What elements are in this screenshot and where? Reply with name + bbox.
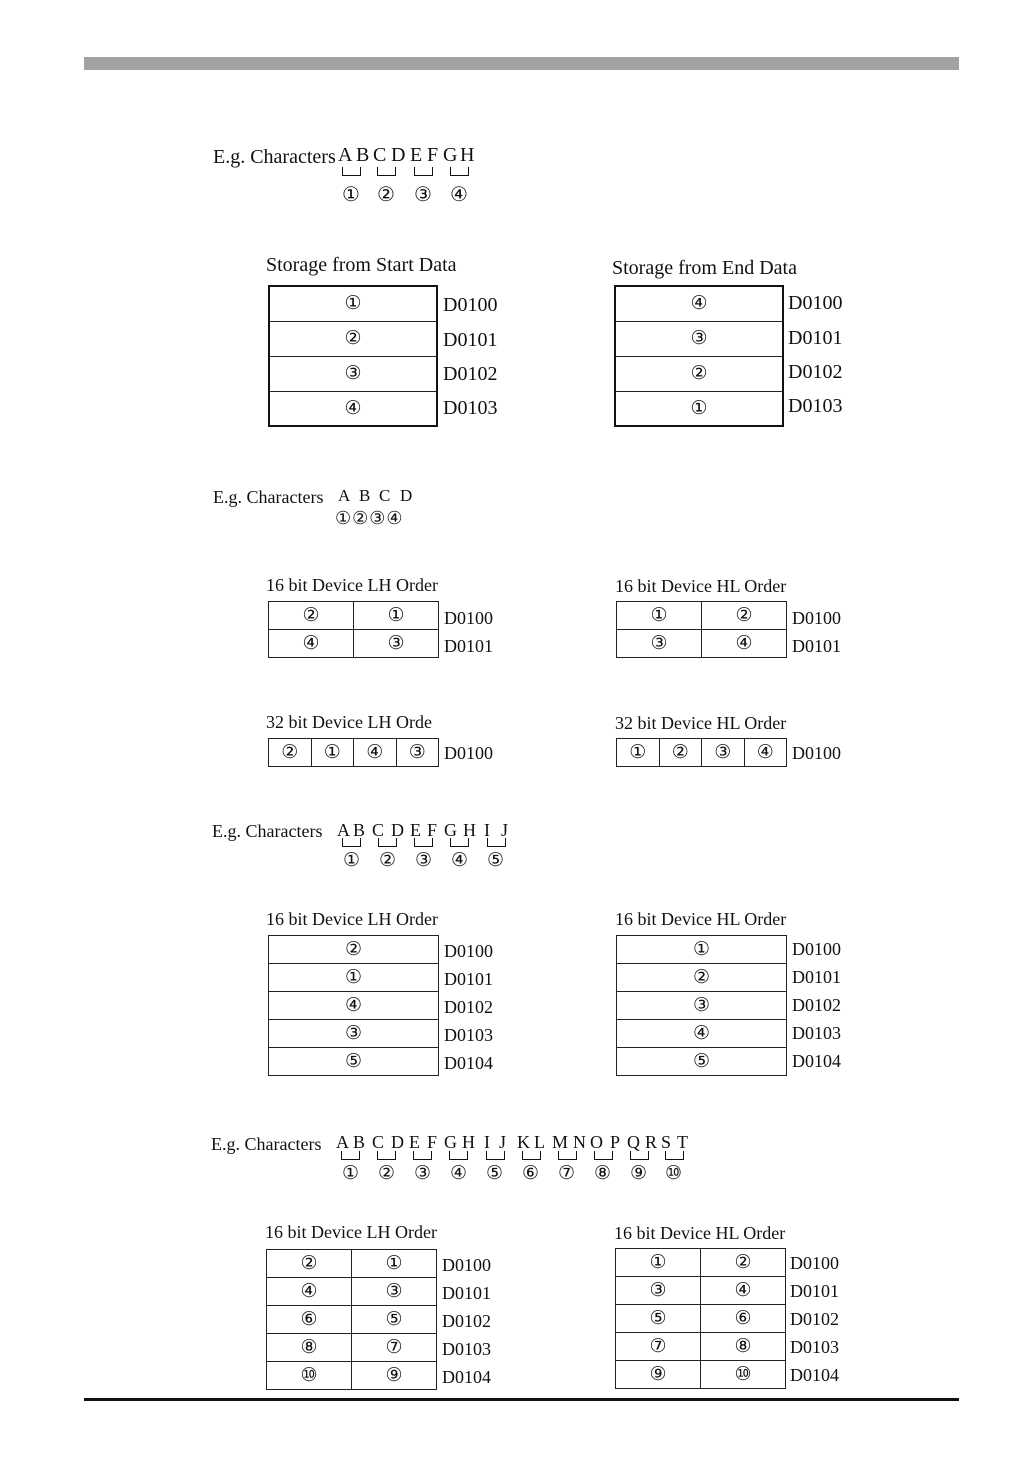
char: P (610, 1132, 621, 1152)
char: B (356, 144, 370, 166)
register-label: D0102 (444, 997, 493, 1017)
char: H (462, 1132, 475, 1152)
storage-end-title: Storage from End Data (612, 257, 797, 279)
table-cell: ② (615, 356, 783, 391)
table-cell: ① (617, 602, 702, 630)
table-cell: ② (659, 739, 702, 767)
table-cell: ⑩ (701, 1361, 786, 1389)
register-label: D0101 (790, 1281, 839, 1301)
register-label: D0104 (792, 1051, 841, 1071)
table-cell: ① (269, 286, 437, 321)
char: D (391, 820, 404, 840)
storage-end-table (614, 285, 784, 427)
table-cell: ④ (744, 739, 787, 767)
table-cell: ② (702, 602, 787, 630)
group-number: ① (342, 184, 360, 206)
hl16-title: 16 bit Device HL Order (615, 909, 787, 929)
group-bracket (377, 1151, 396, 1160)
table-cell: ③ (616, 1277, 701, 1305)
char: D (391, 1132, 404, 1152)
lh16-title: 16 bit Device LH Order (266, 575, 438, 595)
register-label: D0100 (443, 294, 498, 316)
char: A (338, 144, 353, 166)
table-cell: ④ (354, 739, 397, 767)
register-label: D0103 (788, 395, 843, 417)
table-cell: ① (311, 739, 354, 767)
table-cell: ① (354, 602, 439, 630)
group-number: ⑤ (487, 850, 505, 871)
group-number: ④ (450, 1163, 468, 1184)
register-label: D0104 (444, 1053, 493, 1073)
lh16-table (268, 601, 439, 658)
register-label: D0100 (444, 941, 493, 961)
hl32-table (616, 738, 787, 767)
char: J (499, 1132, 507, 1152)
table-cell: ⑩ (267, 1362, 352, 1390)
lh16-title: 16 bit Device LH Order (265, 1222, 437, 1242)
group-number: ⑧ (594, 1163, 612, 1184)
group-bracket (450, 838, 469, 847)
char: B (353, 1132, 366, 1152)
storage-start-title: Storage from Start Data (266, 254, 457, 276)
table-cell: ④ (269, 391, 437, 426)
table-cell: ② (617, 964, 787, 992)
table-cell: ② (269, 739, 312, 767)
register-label: D0102 (790, 1309, 839, 1329)
register-label: D0102 (442, 1311, 491, 1331)
register-label: D0100 (442, 1255, 491, 1275)
hl16-table (616, 935, 787, 1076)
group-bracket (450, 167, 469, 176)
group-number: ④ (450, 184, 468, 206)
table-cell: ① (269, 964, 439, 992)
table-cell: ④ (269, 992, 439, 1020)
hl16-table (616, 601, 787, 658)
group-bracket (449, 1151, 468, 1160)
header-bar (84, 57, 959, 70)
table-cell: ⑦ (352, 1334, 437, 1362)
group-bracket (342, 167, 361, 176)
group-bracket (414, 167, 433, 176)
table-cell: ③ (702, 739, 745, 767)
char: A (337, 820, 350, 840)
storage-start-table (268, 285, 438, 427)
table-cell: ④ (615, 286, 783, 321)
table-cell: ⑨ (616, 1361, 701, 1389)
example1-label: E.g. Characters (213, 146, 336, 168)
table-cell: ③ (617, 992, 787, 1020)
register-label: D0102 (443, 363, 498, 385)
char: C (373, 144, 387, 166)
register-label: D0100 (444, 743, 493, 763)
register-label: D0103 (442, 1339, 491, 1359)
table-cell: ② (701, 1249, 786, 1277)
register-label: D0100 (792, 743, 841, 763)
hl32-title: 32 bit Device HL Order (615, 713, 787, 733)
group-number: ③ (414, 1163, 432, 1184)
group-bracket (377, 167, 396, 176)
table-cell: ⑤ (617, 1048, 787, 1076)
example4-label: E.g. Characters (211, 1134, 322, 1154)
register-label: D0101 (443, 329, 498, 351)
register-label: D0104 (790, 1365, 839, 1385)
char: F (427, 144, 439, 166)
table-cell: ④ (269, 630, 354, 658)
char: E (410, 144, 423, 166)
table-cell: ⑤ (269, 1048, 439, 1076)
table-cell: ③ (617, 630, 702, 658)
table-cell: ④ (617, 1020, 787, 1048)
group-bracket (341, 1151, 360, 1160)
table-cell: ② (267, 1250, 352, 1278)
example2-marks: ①②③④ (335, 508, 404, 528)
char: D (400, 486, 413, 505)
char: L (534, 1132, 545, 1152)
group-bracket (522, 1151, 541, 1160)
group-bracket (594, 1151, 613, 1160)
group-number: ② (379, 850, 397, 871)
group-number: ⑤ (486, 1163, 504, 1184)
hl16-title: 16 bit Device HL Order (614, 1223, 786, 1243)
register-label: D0102 (788, 361, 843, 383)
register-label: D0103 (790, 1337, 839, 1357)
char: C (379, 486, 391, 505)
table-cell: ② (269, 321, 437, 356)
hl16-title: 16 bit Device HL Order (615, 576, 787, 596)
char: H (463, 820, 476, 840)
group-bracket (486, 1151, 505, 1160)
group-bracket (413, 1151, 432, 1160)
table-cell: ⑥ (701, 1305, 786, 1333)
table-cell: ① (352, 1250, 437, 1278)
group-number: ⑥ (522, 1163, 540, 1184)
group-number: ② (377, 184, 395, 206)
char: B (353, 820, 366, 840)
table-cell: ④ (701, 1277, 786, 1305)
table-cell: ⑥ (267, 1306, 352, 1334)
table-cell: ③ (352, 1278, 437, 1306)
table-cell: ⑧ (267, 1334, 352, 1362)
char: A (338, 486, 351, 505)
example3-label: E.g. Characters (212, 821, 323, 841)
table-cell: ④ (702, 630, 787, 658)
table-cell: ① (617, 739, 660, 767)
char: B (359, 486, 371, 505)
register-label: D0103 (443, 397, 498, 419)
lh16-table (266, 1249, 437, 1390)
char: G (444, 820, 457, 840)
register-label: D0103 (792, 1023, 841, 1043)
table-cell: ⑤ (616, 1305, 701, 1333)
char: E (410, 820, 421, 840)
char: K (517, 1132, 530, 1152)
group-number: ① (343, 850, 361, 871)
char: I (484, 820, 490, 840)
char: J (501, 820, 509, 840)
group-number: ⑨ (630, 1163, 648, 1184)
table-cell: ① (616, 1249, 701, 1277)
lh16-title: 16 bit Device LH Order (266, 909, 438, 929)
char: T (677, 1132, 688, 1152)
char: G (444, 1132, 457, 1152)
char: I (484, 1132, 490, 1152)
char: H (460, 144, 475, 166)
char: F (427, 1132, 438, 1152)
group-bracket (558, 1151, 577, 1160)
lh32-table (268, 738, 439, 767)
char: F (427, 820, 438, 840)
char: M (552, 1132, 569, 1152)
char: Q (627, 1132, 640, 1152)
group-number: ③ (414, 184, 432, 206)
char: R (645, 1132, 658, 1152)
group-bracket (630, 1151, 649, 1160)
table-cell: ⑨ (352, 1362, 437, 1390)
register-label: D0100 (792, 939, 841, 959)
table-cell: ② (269, 936, 439, 964)
char: C (372, 820, 385, 840)
register-label: D0103 (444, 1025, 493, 1045)
group-number: ⑦ (558, 1163, 576, 1184)
register-label: D0101 (444, 636, 493, 656)
footer-line (84, 1398, 959, 1401)
group-bracket (487, 838, 506, 847)
register-label: D0100 (788, 292, 843, 314)
table-cell: ⑦ (616, 1333, 701, 1361)
lh32-title: 32 bit Device LH Orde (266, 712, 432, 732)
group-number: ④ (451, 850, 469, 871)
table-cell: ② (269, 602, 354, 630)
group-number: ③ (415, 850, 433, 871)
table-cell: ⑤ (352, 1306, 437, 1334)
table-cell: ③ (269, 356, 437, 391)
group-bracket (342, 838, 361, 847)
register-label: D0101 (792, 636, 841, 656)
char: G (443, 144, 458, 166)
register-label: D0101 (444, 969, 493, 989)
char: E (409, 1132, 420, 1152)
example2-label: E.g. Characters (213, 487, 324, 507)
group-bracket (665, 1151, 684, 1160)
hl16-table (615, 1248, 786, 1389)
table-cell: ③ (269, 1020, 439, 1048)
register-label: D0101 (792, 967, 841, 987)
table-cell: ③ (396, 739, 439, 767)
register-label: D0100 (792, 608, 841, 628)
register-label: D0104 (442, 1367, 491, 1387)
register-label: D0101 (788, 327, 843, 349)
group-bracket (378, 838, 397, 847)
table-cell: ① (615, 391, 783, 426)
register-label: D0100 (444, 608, 493, 628)
char: A (336, 1132, 349, 1152)
lh16-table (268, 935, 439, 1076)
table-cell: ④ (267, 1278, 352, 1306)
char: S (661, 1132, 672, 1152)
group-number: ② (378, 1163, 396, 1184)
char: O (590, 1132, 603, 1152)
group-number: ⑩ (665, 1163, 683, 1184)
char: C (372, 1132, 385, 1152)
register-label: D0102 (792, 995, 841, 1015)
group-bracket (414, 838, 433, 847)
register-label: D0101 (442, 1283, 491, 1303)
table-cell: ⑧ (701, 1333, 786, 1361)
table-cell: ③ (354, 630, 439, 658)
register-label: D0100 (790, 1253, 839, 1273)
char: D (391, 144, 406, 166)
table-cell: ① (617, 936, 787, 964)
table-cell: ③ (615, 321, 783, 356)
char: N (573, 1132, 586, 1152)
group-number: ① (342, 1163, 360, 1184)
